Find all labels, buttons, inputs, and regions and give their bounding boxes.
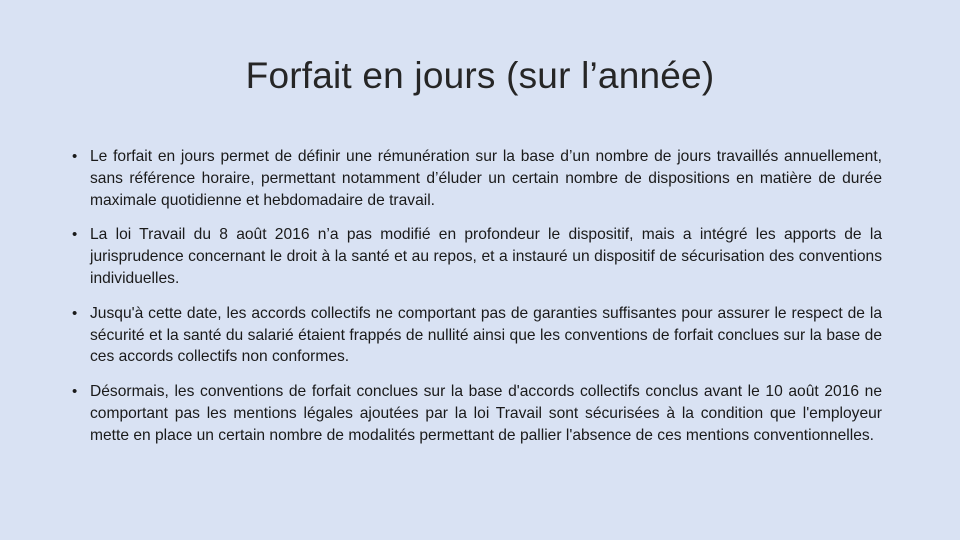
bullet-icon: • xyxy=(72,304,78,322)
bullet-list xyxy=(72,146,882,460)
bullet-text: Le forfait en jours permet de définir une rémunération sur la base d’un nombre de jours travaillés annuellement, sans référence horaire, permettant notamment d’éluder un certain nombre de dispositions en matière de durée maximale quotidienne et hebdomadaire de travail. xyxy=(90,148,882,209)
bullet-text: La loi Travail du 8 août 2016 n’a pas modifié en profondeur le dispositif, mais a intégré les apports de la jurisprudence concernant le droit à la santé et au repos, et a instauré un dispositif de sécurisation des conventions individuelles. xyxy=(90,226,882,287)
bullet-item xyxy=(72,381,882,446)
bullet-text: Jusqu'à cette date, les accords collectifs ne comportant pas de garanties suffisantes pour assurer le respect de la sécurité et la santé du salarié étaient frappés de nullité ainsi que les conventions de forfait conclues sur la base de ces accords collectifs non conformes. xyxy=(90,304,882,366)
bullet-item xyxy=(72,146,882,211)
bullet-icon: • xyxy=(72,226,78,244)
slide-title: Forfait en jours (sur l’année) xyxy=(245,55,715,96)
bullet-item xyxy=(72,224,882,289)
bullet-text: Désormais, les conventions de forfait conclues sur la base d'accords collectifs conclus avant le 10 août 2016 ne comportant pas les mentions légales ajoutées par la loi Travail sont sécurisées à la condition que l'employeur mette en place un certain nombre de modalités permettant de pallier l'absence de ces mentions conventionnelles. xyxy=(90,383,882,444)
bullet-icon: • xyxy=(72,383,78,401)
bullet-item xyxy=(72,303,882,368)
bullet-icon: • xyxy=(72,148,78,165)
